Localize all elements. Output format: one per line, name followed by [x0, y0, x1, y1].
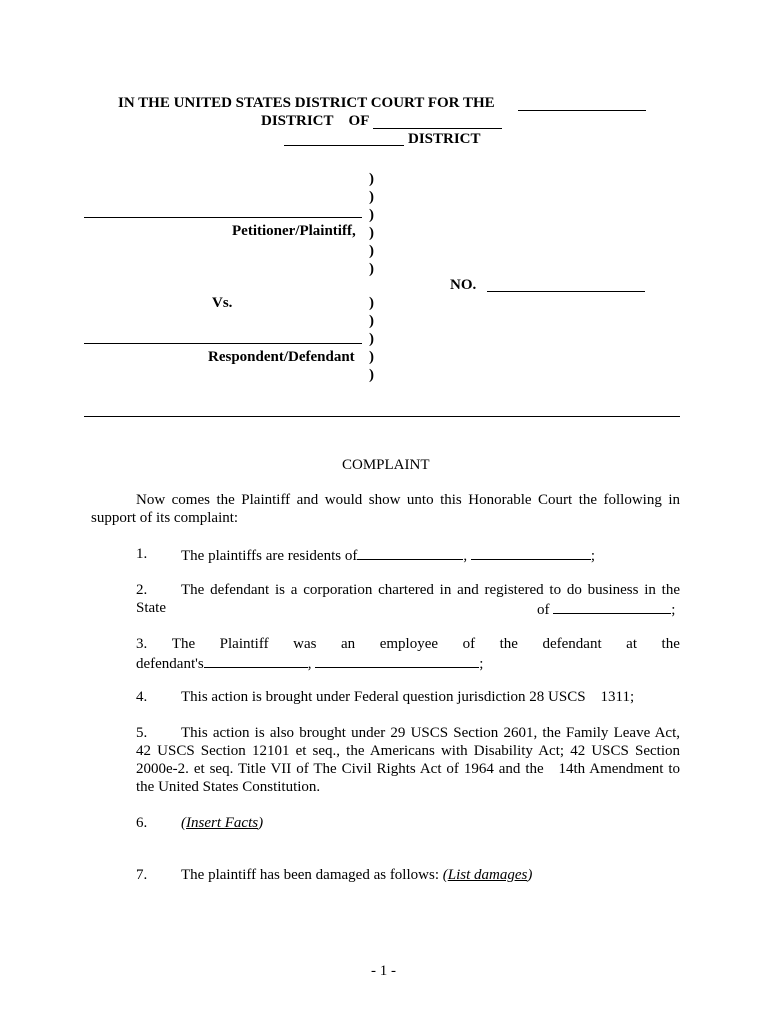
caption-paren: ) [369, 261, 374, 277]
caption-divider [84, 416, 680, 417]
item-3-line2: defendant's , ; [136, 653, 483, 673]
item-2-line1: The defendant is a corporation chartered in and registered to do business in the [181, 582, 680, 598]
intro-line1: Now comes the Plaintiff and would show unto this Honorable Court the following in [136, 492, 680, 508]
respondent-label: Respondent/Defendant [208, 349, 355, 365]
court-header-line2: DISTRICT OF [261, 113, 370, 129]
caption-paren: ) [369, 171, 374, 187]
item-7-number: 7. [136, 867, 148, 883]
item-1-text: The plaintiffs are residents of , ; [181, 545, 595, 565]
caption-paren: ) [369, 207, 374, 223]
item-5-line3: 2000e-2. et seq. Title VII of The Civil Rights Act of 1964 and the 14th Amendment to [136, 761, 680, 777]
court-header-line1: IN THE UNITED STATES DISTRICT COURT FOR THE [118, 95, 495, 111]
insert-facts-link[interactable]: Insert Facts [186, 815, 259, 831]
district-of-blank[interactable] [373, 114, 502, 129]
page-number: - 1 - [371, 963, 396, 979]
intro-line2: support of its complaint: [91, 510, 239, 526]
caption-paren: ) [369, 367, 374, 383]
item-6-text: (Insert Facts) [181, 815, 264, 831]
item-5-line1: This action is also brought under 29 USCS Section 2601, the Family Leave Act, [181, 725, 680, 741]
district-name-blank[interactable] [284, 131, 404, 146]
item-6-number: 6. [136, 815, 148, 831]
caption-paren: ) [369, 313, 374, 329]
case-number-label: NO. [450, 277, 477, 293]
residence-blank-2[interactable] [471, 545, 591, 560]
petitioner-label: Petitioner/Plaintiff, [232, 223, 356, 239]
item-7-text: The plaintiff has been damaged as follows: (List damages) [181, 867, 533, 883]
caption-paren: ) [369, 331, 374, 347]
item-2-of: of ; [537, 599, 675, 619]
employment-blank-2[interactable] [315, 653, 479, 668]
document-title: COMPLAINT [342, 457, 430, 473]
item-4-number: 4. [136, 689, 148, 705]
petitioner-name-line[interactable] [84, 217, 362, 218]
caption-paren: ) [369, 349, 374, 365]
employment-blank-1[interactable] [204, 653, 308, 668]
versus-label: Vs. [212, 295, 233, 311]
item-2-state: State [136, 600, 166, 616]
case-number-blank[interactable] [487, 277, 645, 292]
respondent-name-line[interactable] [84, 343, 362, 344]
item-5-line4: the United States Constitution. [136, 779, 321, 795]
item-5-line2: 42 USCS Section 12101 et seq., the Americans with Disability Act; 42 USCS Section [136, 743, 680, 759]
caption-paren: ) [369, 295, 374, 311]
caption-paren: ) [369, 243, 374, 259]
item-4-text: This action is brought under Federal question jurisdiction 28 USCS 1311; [181, 689, 635, 705]
item-3-line1: 3. The Plaintiff was an employee of the defendant at the [136, 636, 680, 652]
court-header-line3: DISTRICT [408, 131, 481, 147]
caption-paren: ) [369, 225, 374, 241]
caption-paren: ) [369, 189, 374, 205]
item-1-number: 1. [136, 546, 148, 562]
item-5-number: 5. [136, 725, 148, 741]
residence-blank-1[interactable] [357, 545, 463, 560]
state-blank[interactable] [553, 599, 671, 614]
item-2-number: 2. [136, 582, 148, 598]
court-name-blank[interactable] [518, 96, 646, 111]
list-damages-link[interactable]: List damages [447, 867, 528, 883]
